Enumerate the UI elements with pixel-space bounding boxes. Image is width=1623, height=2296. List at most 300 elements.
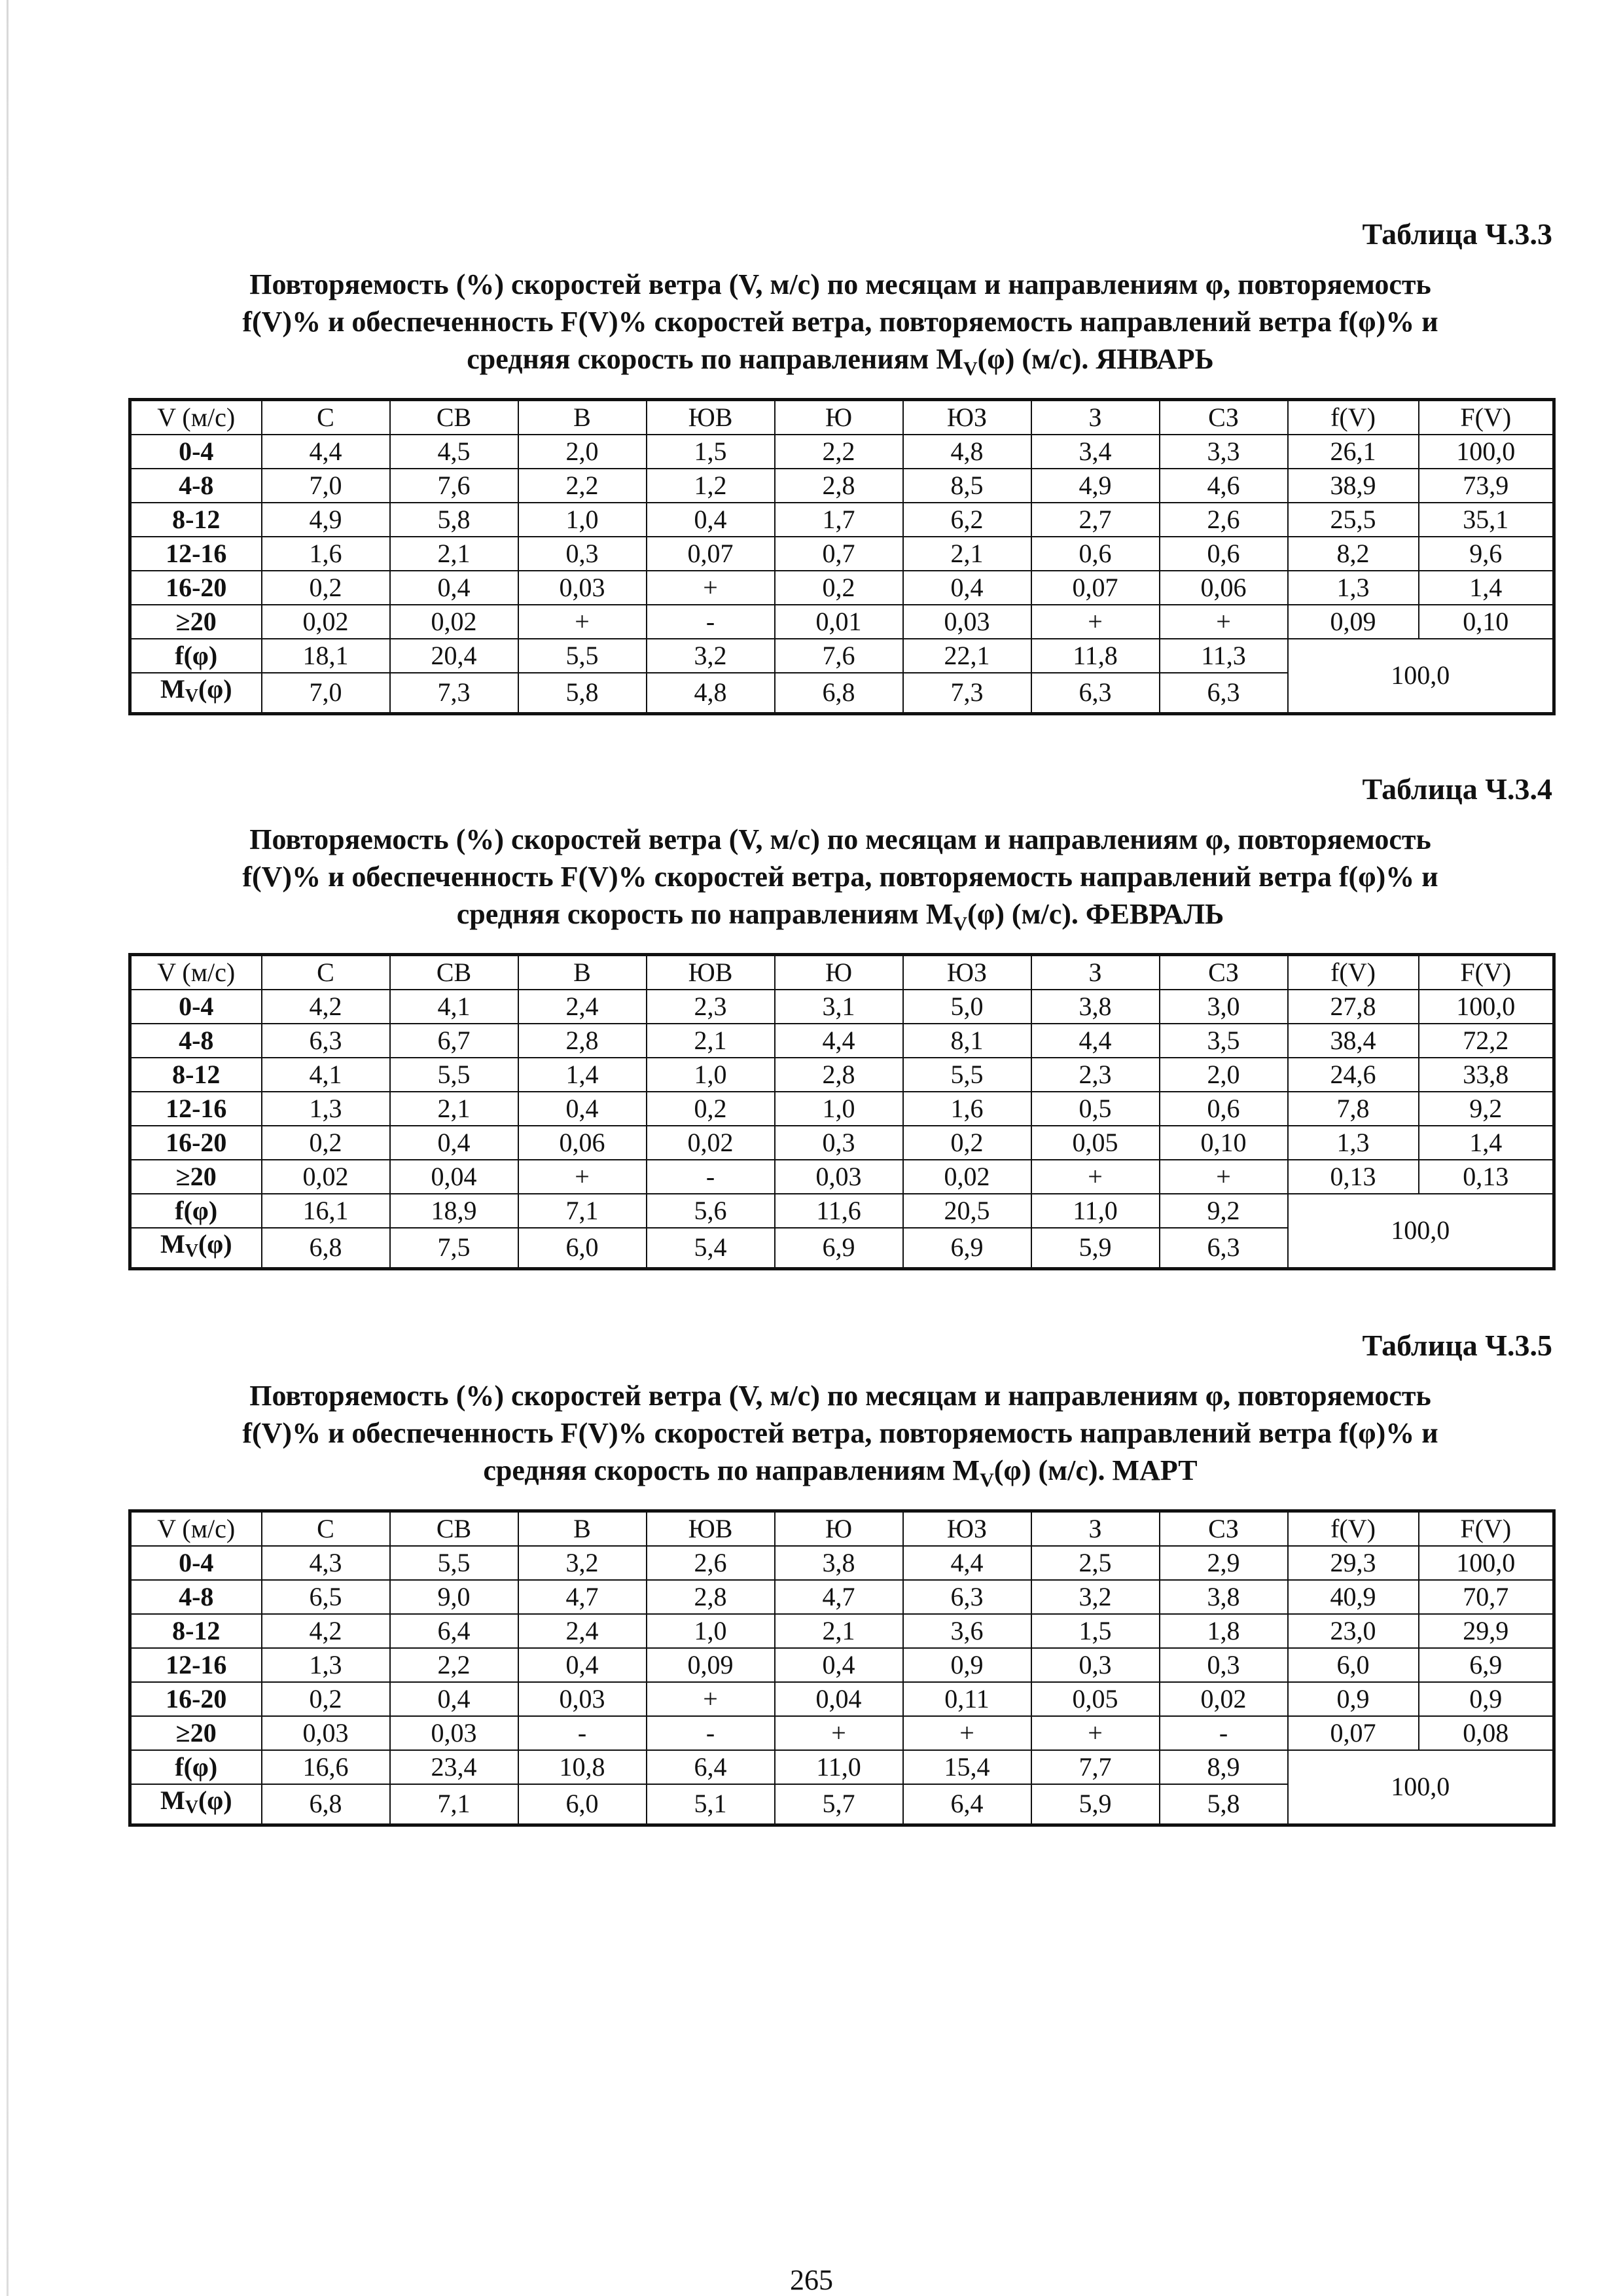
table-cell: 0,10 [1419, 605, 1554, 639]
table-cell: 2,1 [903, 537, 1031, 571]
table-cell: 0,4 [518, 1092, 647, 1126]
table-cell: + [518, 1160, 647, 1194]
table-cell: 6,4 [647, 1750, 775, 1784]
table-cell: 6,3 [1160, 1228, 1288, 1269]
table-cell: + [1160, 605, 1288, 639]
table-cell: 7,3 [903, 673, 1031, 714]
table-cell: 5,8 [390, 503, 518, 537]
table-cell: 2,3 [647, 990, 775, 1024]
table-cell: 2,2 [775, 435, 903, 469]
caption-text: средняя скорость по направлениям M [467, 343, 963, 375]
table-cell: 2,1 [390, 537, 518, 571]
table-cell: 0,2 [262, 1126, 390, 1160]
table-cell: + [647, 1682, 775, 1716]
f-phi-row [130, 1750, 1554, 1784]
header-row [130, 954, 1554, 990]
table-cell: 2,8 [518, 1024, 647, 1058]
table-cell: - [647, 1160, 775, 1194]
table-cell: 4,8 [903, 435, 1031, 469]
table-cell: 4,8 [647, 673, 775, 714]
row-label [130, 1784, 262, 1825]
table-row [130, 1126, 1554, 1160]
scan-margin-line [7, 0, 9, 2296]
caption-text: (φ) (м/с). МАРТ [993, 1454, 1198, 1486]
table-cell: 0,07 [647, 537, 775, 571]
table-cell: + [1031, 605, 1160, 639]
table-cell: 5,1 [647, 1784, 775, 1825]
table-cell: + [1031, 1160, 1160, 1194]
table-cell: 7,6 [390, 469, 518, 503]
row-label: 8-12 [130, 503, 262, 537]
table-cell: 4,1 [390, 990, 518, 1024]
table-cell: + [518, 605, 647, 639]
table-cell: 0,4 [518, 1648, 647, 1682]
table-cell: + [1160, 1160, 1288, 1194]
column-header: В [518, 954, 647, 990]
table-cell: 0,13 [1288, 1160, 1419, 1194]
table-row [130, 1648, 1554, 1682]
table-cell: 2,1 [775, 1614, 903, 1648]
row-label: ≥20 [130, 605, 262, 639]
column-header: ЮВ [647, 399, 775, 435]
header-row [130, 1511, 1554, 1546]
table-cell: 3,8 [1160, 1580, 1288, 1614]
table-cell: 0,07 [1031, 571, 1160, 605]
table-cell: 27,8 [1288, 990, 1419, 1024]
table-cell: 1,6 [903, 1092, 1031, 1126]
table-row [130, 1614, 1554, 1648]
column-header: ЮВ [647, 954, 775, 990]
table-cell: 0,09 [647, 1648, 775, 1682]
column-header: V (м/с) [130, 399, 262, 435]
table-cell: 2,4 [518, 990, 647, 1024]
table-cell: 1,7 [775, 503, 903, 537]
table-cell: 4,5 [390, 435, 518, 469]
column-header: СЗ [1160, 399, 1288, 435]
table-cell: 10,8 [518, 1750, 647, 1784]
table-cell: 6,7 [390, 1024, 518, 1058]
table-cell: 0,6 [1031, 537, 1160, 571]
table-cell: 1,3 [262, 1092, 390, 1126]
caption-line: f(V)% и обеспеченность F(V)% скоростей ветра, повторяемость направлений ветра f(φ)% и [242, 1417, 1438, 1449]
caption-subscript: V [980, 1469, 994, 1491]
table-cell: 5,6 [647, 1194, 775, 1228]
table-cell: 3,2 [518, 1546, 647, 1580]
table-cell: 23,4 [390, 1750, 518, 1784]
table-cell: 0,05 [1031, 1682, 1160, 1716]
caption-line [141, 1452, 1539, 1499]
table-cell: 6,3 [1160, 673, 1288, 714]
table-cell: 100,0 [1419, 990, 1554, 1024]
table-cell: 0,9 [1288, 1682, 1419, 1716]
table-cell: 4,2 [262, 990, 390, 1024]
table-cell: 7,0 [262, 469, 390, 503]
table-cell: 2,9 [1160, 1546, 1288, 1580]
table-cell: 0,4 [390, 1682, 518, 1716]
table-cell: 4,9 [1031, 469, 1160, 503]
table-cell: 0,04 [390, 1160, 518, 1194]
wind-table [128, 953, 1556, 1270]
table-cell: 0,02 [390, 605, 518, 639]
table-cell: - [1160, 1716, 1288, 1750]
row-label: 0-4 [130, 1546, 262, 1580]
table-cell: 6,9 [775, 1228, 903, 1269]
table-row [130, 605, 1554, 639]
table-cell: 4,4 [1031, 1024, 1160, 1058]
column-header: V (м/с) [130, 1511, 262, 1546]
row-label: f(φ) [130, 639, 262, 673]
table-section-march [128, 1327, 1552, 1827]
table-cell: 22,1 [903, 639, 1031, 673]
row-label: f(φ) [130, 1750, 262, 1784]
mv-subscript: V [185, 685, 198, 706]
mv-label-tail: (φ) [198, 673, 232, 704]
table-cell: 1,5 [647, 435, 775, 469]
table-cell: 2,2 [390, 1648, 518, 1682]
table-cell: 0,05 [1031, 1126, 1160, 1160]
table-cell: 3,3 [1160, 435, 1288, 469]
column-header: СВ [390, 1511, 518, 1546]
table-cell: 7,1 [518, 1194, 647, 1228]
table-cell: 2,5 [1031, 1546, 1160, 1580]
table-cell: 1,3 [1288, 1126, 1419, 1160]
table-cell: 4,9 [262, 503, 390, 537]
mv-subscript: V [185, 1797, 198, 1818]
table-cell: 0,2 [903, 1126, 1031, 1160]
table-cell: 0,03 [518, 1682, 647, 1716]
table-caption [128, 1377, 1552, 1499]
table-cell: 0,9 [903, 1648, 1031, 1682]
row-label: 0-4 [130, 435, 262, 469]
column-header: ЮЗ [903, 399, 1031, 435]
table-cell: 11,0 [775, 1750, 903, 1784]
table-cell: 1,8 [1160, 1614, 1288, 1648]
table-cell: 6,9 [1419, 1648, 1554, 1682]
table-cell: 9,0 [390, 1580, 518, 1614]
table-cell: 5,9 [1031, 1228, 1160, 1269]
table-cell: 0,02 [262, 605, 390, 639]
column-header: З [1031, 1511, 1160, 1546]
table-cell: 8,2 [1288, 537, 1419, 571]
table-row [130, 1058, 1554, 1092]
table-cell: 6,4 [390, 1614, 518, 1648]
page-number: 265 [790, 2264, 833, 2296]
column-header: С [262, 1511, 390, 1546]
table-cell: 0,11 [903, 1682, 1031, 1716]
table-row [130, 537, 1554, 571]
total-cell: 100,0 [1288, 1194, 1554, 1269]
table-cell: 7,3 [390, 673, 518, 714]
table-cell: 1,0 [647, 1058, 775, 1092]
table-cell: 3,8 [1031, 990, 1160, 1024]
column-header: F(V) [1419, 399, 1554, 435]
table-cell: 6,4 [903, 1784, 1031, 1825]
caption-text: (φ) (м/с). ЯНВАРЬ [977, 343, 1214, 375]
f-phi-row [130, 1194, 1554, 1228]
table-cell: + [1031, 1716, 1160, 1750]
table-cell: 1,0 [518, 503, 647, 537]
mv-label-tail: (φ) [198, 1785, 232, 1815]
table-row [130, 1024, 1554, 1058]
table-cell: 6,5 [262, 1580, 390, 1614]
row-label [130, 1228, 262, 1269]
table-cell: 6,8 [775, 673, 903, 714]
table-cell: 3,6 [903, 1614, 1031, 1648]
column-header: СВ [390, 954, 518, 990]
table-cell: 0,04 [775, 1682, 903, 1716]
table-cell: 6,0 [1288, 1648, 1419, 1682]
column-header: З [1031, 954, 1160, 990]
table-cell: 0,7 [775, 537, 903, 571]
table-cell: 0,4 [390, 1126, 518, 1160]
table-cell: 1,5 [1031, 1614, 1160, 1648]
table-row [130, 469, 1554, 503]
table-cell: 38,9 [1288, 469, 1419, 503]
table-cell: 0,02 [647, 1126, 775, 1160]
table-row [130, 1160, 1554, 1194]
table-cell: 6,8 [262, 1784, 390, 1825]
table-row [130, 1682, 1554, 1716]
table-cell: 4,7 [518, 1580, 647, 1614]
table-cell: 0,4 [903, 571, 1031, 605]
wind-table [128, 398, 1556, 715]
table-cell: + [903, 1716, 1031, 1750]
table-cell: 4,2 [262, 1614, 390, 1648]
row-label: 0-4 [130, 990, 262, 1024]
table-cell: 0,09 [1288, 605, 1419, 639]
table-cell: 3,1 [775, 990, 903, 1024]
table-cell: 73,9 [1419, 469, 1554, 503]
table-cell: 6,8 [262, 1228, 390, 1269]
caption-text: средняя скорость по направлениям M [483, 1454, 980, 1486]
table-cell: 5,7 [775, 1784, 903, 1825]
column-header: СВ [390, 399, 518, 435]
mv-subscript: V [185, 1240, 198, 1261]
table-cell: 0,3 [775, 1126, 903, 1160]
row-label: 12-16 [130, 1648, 262, 1682]
table-cell: - [518, 1716, 647, 1750]
row-label: 12-16 [130, 1092, 262, 1126]
caption-subscript: V [953, 912, 968, 935]
caption-line: Повторяемость (%) скоростей ветра (V, м/с) по месяцам и направлениям φ, повторяемость [249, 1380, 1431, 1412]
table-cell: 2,4 [518, 1614, 647, 1648]
table-cell: 0,13 [1419, 1160, 1554, 1194]
table-cell: 0,6 [1160, 537, 1288, 571]
table-cell: 0,4 [775, 1648, 903, 1682]
table-cell: 9,2 [1419, 1092, 1554, 1126]
table-cell: 4,7 [775, 1580, 903, 1614]
row-label: 16-20 [130, 571, 262, 605]
table-number: Таблица Ч.3.3 [1362, 217, 1552, 251]
column-header: Ю [775, 1511, 903, 1546]
table-cell: 6,3 [262, 1024, 390, 1058]
column-header: В [518, 399, 647, 435]
table-cell: 0,4 [647, 503, 775, 537]
column-header: Ю [775, 954, 903, 990]
table-cell: 6,9 [903, 1228, 1031, 1269]
table-cell: 0,10 [1160, 1126, 1288, 1160]
table-cell: 7,1 [390, 1784, 518, 1825]
table-cell: 7,0 [262, 673, 390, 714]
caption-line [141, 340, 1539, 387]
table-cell: 5,8 [518, 673, 647, 714]
column-header: С [262, 954, 390, 990]
row-label: 12-16 [130, 537, 262, 571]
table-cell: 1,4 [518, 1058, 647, 1092]
total-cell: 100,0 [1288, 639, 1554, 714]
table-cell: 0,06 [1160, 571, 1288, 605]
table-row [130, 1580, 1554, 1614]
table-row [130, 1546, 1554, 1580]
table-cell: 6,3 [1031, 673, 1160, 714]
table-cell: 5,5 [903, 1058, 1031, 1092]
caption-text: (φ) (м/с). ФЕВРАЛЬ [967, 898, 1224, 930]
table-cell: 1,6 [262, 537, 390, 571]
table-cell: 33,8 [1419, 1058, 1554, 1092]
table-cell: 25,5 [1288, 503, 1419, 537]
table-cell: 0,01 [775, 605, 903, 639]
row-label: f(φ) [130, 1194, 262, 1228]
table-cell: 2,1 [390, 1092, 518, 1126]
table-cell: 5,5 [390, 1546, 518, 1580]
column-header: СЗ [1160, 954, 1288, 990]
header-row [130, 399, 1554, 435]
table-cell: - [647, 605, 775, 639]
table-cell: 0,03 [775, 1160, 903, 1194]
table-cell: 3,2 [647, 639, 775, 673]
table-cell: 8,9 [1160, 1750, 1288, 1784]
table-cell: 15,4 [903, 1750, 1031, 1784]
caption-line: Повторяемость (%) скоростей ветра (V, м/с) по месяцам и направлениям φ, повторяемость [249, 823, 1431, 855]
table-cell: 20,5 [903, 1194, 1031, 1228]
table-cell: 0,02 [262, 1160, 390, 1194]
table-cell: 20,4 [390, 639, 518, 673]
table-cell: 16,1 [262, 1194, 390, 1228]
table-cell: 0,02 [903, 1160, 1031, 1194]
table-cell: 0,07 [1288, 1716, 1419, 1750]
table-cell: 6,0 [518, 1784, 647, 1825]
table-cell: 5,0 [903, 990, 1031, 1024]
table-cell: 0,03 [262, 1716, 390, 1750]
mv-label: M [160, 1229, 185, 1259]
table-cell: 9,2 [1160, 1194, 1288, 1228]
table-cell: 4,6 [1160, 469, 1288, 503]
table-cell: 38,4 [1288, 1024, 1419, 1058]
wind-table [128, 1509, 1556, 1827]
table-cell: + [647, 571, 775, 605]
table-cell: 4,4 [775, 1024, 903, 1058]
table-cell: 7,7 [1031, 1750, 1160, 1784]
table-section-january [128, 216, 1552, 715]
table-row [130, 1716, 1554, 1750]
table-cell: 0,6 [1160, 1092, 1288, 1126]
column-header: f(V) [1288, 399, 1419, 435]
column-header: ЮЗ [903, 1511, 1031, 1546]
table-cell: 5,8 [1160, 1784, 1288, 1825]
mv-label: M [160, 673, 185, 704]
table-row [130, 1092, 1554, 1126]
table-cell: 2,1 [647, 1024, 775, 1058]
table-cell: 11,8 [1031, 639, 1160, 673]
column-header: f(V) [1288, 954, 1419, 990]
table-cell: 6,3 [903, 1580, 1031, 1614]
table-cell: 0,3 [1031, 1648, 1160, 1682]
table-number: Таблица Ч.3.4 [1362, 772, 1552, 806]
column-header: ЮЗ [903, 954, 1031, 990]
table-cell: 2,0 [1160, 1058, 1288, 1092]
caption-subscript: V [963, 357, 978, 380]
table-cell: 0,03 [518, 571, 647, 605]
table-cell: 2,6 [1160, 503, 1288, 537]
table-cell: 0,3 [518, 537, 647, 571]
table-cell: 0,08 [1419, 1716, 1554, 1750]
table-cell: 5,9 [1031, 1784, 1160, 1825]
table-cell: 7,5 [390, 1228, 518, 1269]
table-cell: 1,3 [1288, 571, 1419, 605]
table-cell: 2,2 [518, 469, 647, 503]
table-cell: 6,0 [518, 1228, 647, 1269]
column-header: Ю [775, 399, 903, 435]
column-header: F(V) [1419, 954, 1554, 990]
table-cell: 7,8 [1288, 1092, 1419, 1126]
table-cell: 1,4 [1419, 1126, 1554, 1160]
caption-line: Повторяемость (%) скоростей ветра (V, м/с) по месяцам и направлениям φ, повторяемость [249, 268, 1431, 300]
table-cell: 4,4 [903, 1546, 1031, 1580]
column-header: З [1031, 399, 1160, 435]
table-cell: 2,8 [775, 469, 903, 503]
mv-label-tail: (φ) [198, 1229, 232, 1259]
column-header: ЮВ [647, 1511, 775, 1546]
row-label: ≥20 [130, 1716, 262, 1750]
table-cell: 2,8 [775, 1058, 903, 1092]
table-cell: 2,8 [647, 1580, 775, 1614]
table-cell: 100,0 [1419, 1546, 1554, 1580]
table-cell: 8,1 [903, 1024, 1031, 1058]
column-header: С [262, 399, 390, 435]
column-header: F(V) [1419, 1511, 1554, 1546]
table-cell: 0,9 [1419, 1682, 1554, 1716]
table-cell: 11,0 [1031, 1194, 1160, 1228]
table-cell: 0,03 [390, 1716, 518, 1750]
table-cell: 0,2 [262, 571, 390, 605]
column-header: В [518, 1511, 647, 1546]
row-label: 4-8 [130, 469, 262, 503]
table-cell: 0,06 [518, 1126, 647, 1160]
total-cell: 100,0 [1288, 1750, 1554, 1825]
table-cell: 4,1 [262, 1058, 390, 1092]
row-label: 16-20 [130, 1126, 262, 1160]
table-cell: 23,0 [1288, 1614, 1419, 1648]
row-label: 4-8 [130, 1580, 262, 1614]
table-cell: 5,5 [518, 639, 647, 673]
table-cell: 5,4 [647, 1228, 775, 1269]
table-cell: 35,1 [1419, 503, 1554, 537]
table-cell: 0,2 [647, 1092, 775, 1126]
table-cell: 100,0 [1419, 435, 1554, 469]
table-cell: 11,6 [775, 1194, 903, 1228]
caption-line: f(V)% и обеспеченность F(V)% скоростей ветра, повторяемость направлений ветра f(φ)% и [242, 861, 1438, 893]
table-cell: 0,4 [390, 571, 518, 605]
table-cell: 3,2 [1031, 1580, 1160, 1614]
row-label: ≥20 [130, 1160, 262, 1194]
table-cell: 6,2 [903, 503, 1031, 537]
table-cell: 1,3 [262, 1648, 390, 1682]
row-label: 4-8 [130, 1024, 262, 1058]
row-label [130, 673, 262, 714]
table-cell: 70,7 [1419, 1580, 1554, 1614]
table-cell: - [647, 1716, 775, 1750]
table-cell: 0,02 [1160, 1682, 1288, 1716]
